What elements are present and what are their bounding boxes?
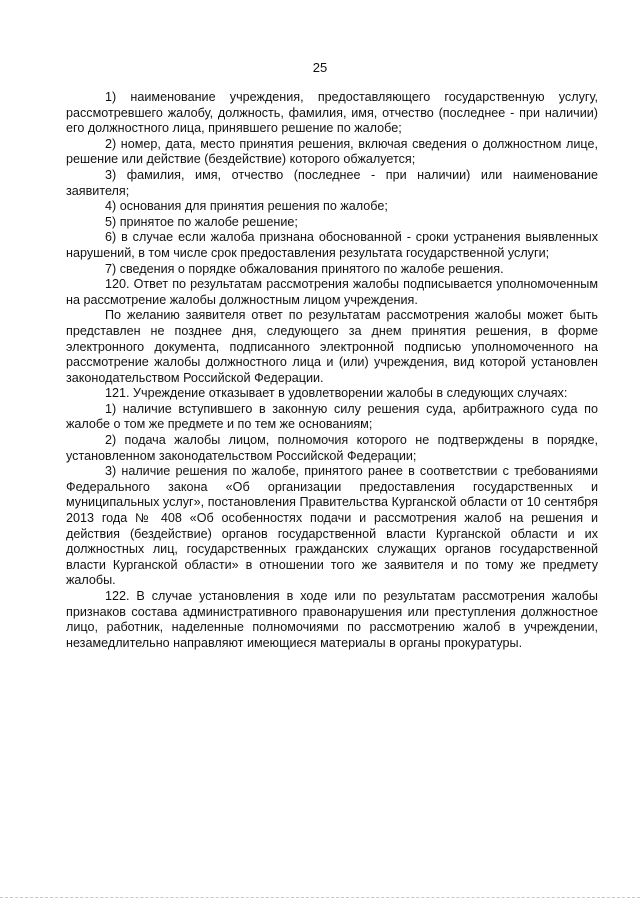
paragraph-item-6: 6) в случае если жалоба признана обоснованной - сроки устранения выявленных нарушений, в том числе срок предоставления результата государственной услуги; [66, 230, 598, 260]
paragraph-item-3: 3) фамилия, имя, отчество (последнее - при наличии) или наименование заявителя; [66, 167, 598, 198]
paragraph-item-2: 2) номер, дата, место принятия решения, включая сведения о должностном лице, решение или действие (бездействие) которого обжалуется; [66, 136, 598, 167]
paragraph-item-5: 5) принятое по жалобе решение; [105, 214, 298, 229]
paragraph-clause-122: 122. В случае установления в ходе или по результатам рассмотрения жалобы признаков состава административного правонарушения или преступления должностное лицо, работник, наделенные полномочиями по рассмотрению жалоб в учреждении, незамедлительно направляют имеющиеся материалы в органы прокуратуры. [66, 589, 598, 650]
scan-edge-divider [0, 897, 640, 899]
paragraph-refusal-3: 3) наличие решения по жалобе, принятого ранее в соответствии с требованиями Федерального закона «Об организации предоставления государственных и муниципальных услуг», постановления Правительства Курганской области от 10 сентября 2013 года № 408 «Об особенностях подачи и рассмотрения жалоб на решения и действия (бездействие) органов государственной власти Курганской области и их должностных лиц, государственных гражданских служащих органов государственной власти Курганской области» в отношении того же заявителя и по тому же предмету жалобы. [66, 464, 598, 588]
paragraph-item-4: 4) основания для принятия решения по жалобе; [105, 199, 388, 214]
paragraph-electronic-response: По желанию заявителя ответ по результатам рассмотрения жалобы может быть представлен не позднее дня, следующего за днем принятия решения, в форме электронного документа, подписанного электронной подписью уполномоченного на рассмотрение жалобы должностного лица и (или) учреждения, вид которой установлен законодательством Российской Федерации. [66, 308, 598, 385]
paragraph-item-7: 7) сведения о порядке обжалования принятого по жалобе решения. [105, 261, 504, 276]
page-number: 25 [312, 60, 328, 75]
paragraph-refusal-1: 1) наличие вступившего в законную силу решения суда, арбитражного суда по жалобе о том же предмете и по тем же основаниям; [66, 401, 598, 432]
paragraph-clause-121: 121. Учреждение отказывает в удовлетворении жалобы в следующих случаях: [105, 386, 568, 401]
paragraph-item-1: 1) наименование учреждения, предоставляющего государственную услугу, рассмотревшего жалобу, должность, фамилия, имя, отчество (последнее - при наличии) его должностного лица, принявшего решение по жалобе; [66, 90, 598, 136]
document-body [66, 90, 598, 651]
paragraph-clause-120: 120. Ответ по результатам рассмотрения жалобы подписывается уполномоченным на рассмотрение жалобы должностным лицом учреждения. [66, 277, 598, 307]
paragraph-refusal-2: 2) подача жалобы лицом, полномочия которого не подтверждены в порядке, установленном законодательством Российской Федерации; [66, 433, 598, 463]
